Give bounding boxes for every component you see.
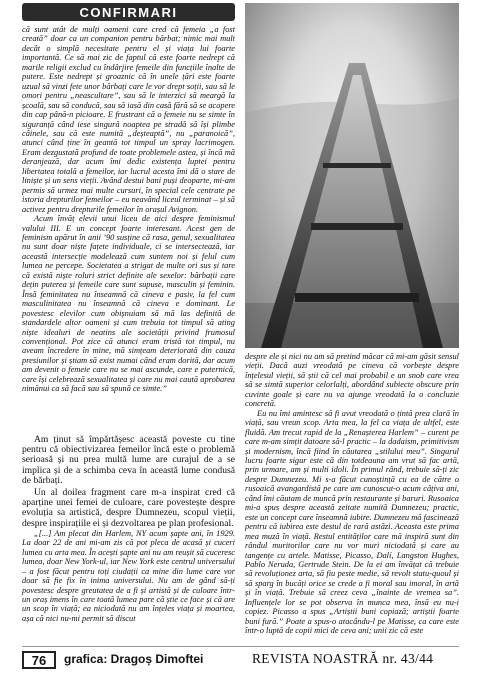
boat-in-mist-photo [245, 3, 459, 348]
article-column-left-bottom [22, 433, 235, 643]
article-column-left-top [22, 25, 235, 433]
quote-paragraph: Eu nu îmi amintesc să fi avut vreodată o țintă prea clară în viață, sau vreun scop. Arta mea, la fel ca viața de altfel, este fluidă. Am trecut rapid de la „Renașterea Harlem” – curent pe care m-am simțit datoare să-l practic – la dadaism, primitivism și modernism, încă fiind în căutarea „stilului meu”. Singurul lucru foarte sigur este că din totdeauna am vrut să fac artă, prin urmare, am și multi idoli. În primul rând, trebuie să-ți zic despre Dumnezeu. Mi s-a făcut cunoștință cu ea de către o rusoaică avangardistă pe care am cunoscut-o acum câțiva ani, când îmi căutam de muncă prin restaurante și baruri. Rusoaica mi-a spus despre această zeitate numită Dumnezeu; practic, este un concept care înseamnă iubire. Dumnezeu mă fascinează pentru că iubirea este destul de rară astăzi. Aceasta este prima mea muză în viață. Restul entităților care mă inspiră sunt din rândul muritorilor care nu vor muri niciodată și care au tangențe cu artele. Matisse, Picasso, Dalí, Langston Hughes, Pablo Neruda, Gertrude Stein. De la ei am învățat că trebuie să revoluționez arta, să fiu peste medie, să revolt statu-quoul și să sparg în bucăți orice se crede a fi moral sau imoral, în artă și în viață. Trebuie să creez ceva „înainte de vremea sa”. Influențele lor se pot observa în munca mea, însă eu nu-i copiez. Picasso a spus „Artiștii buni copiază; artiștii foarte buni fură.” Poate a spus-o atacându-l pe Matisse, ca care este într-o luptă de copii mici de ceva ani; unii zic că este [245, 408, 459, 636]
body-paragraph: Un al doilea fragment care m-a inspirat cred că aparține unei femei de culoare, care povestește despre evoluția sa artistică, despre Dumnezeu, scopul vieții, despre inspirațiile ei și dezvoltarea pe plan profesional. [22, 487, 235, 529]
section-title: CONFIRMARI [79, 4, 178, 20]
page-number: 76 [22, 651, 56, 669]
article-column-right [245, 352, 459, 643]
quote-paragraph: „[...] Am plecat din Harlem, NY acum șapte ani, în 1929. La doar 22 de ani mi-am zis că pot pleca de acasă și cuceri lumea cu arta mea. În acești șapte ani nu am reușit să cuceresc lumea, doar New York-ul, iar New York este centrul universului – a fost făcut pentru toți ciudații ca mine din lume care vor doar să fie fix în inima universului. Nu am de gând să-ți povestesc despre greutatea de a fi și artistă și de culoare într-un oraș imens în care toată lumea pare că știe ce face și că are un scop în viață; ea niciodată nu am înțeles viața și moartea, așa că nici nu-mi permit să discut [22, 528, 235, 623]
quote-paragraph: Acum învăț elevii unui liceu de aici despre feminismul valului III. E un concept foarte interesant. Acest gen de feminism apărut în anii ’90 susține că rasa, genul, sexualitatea nu sunt doar niște fațete individuale, ci se intersectează, iar această intersecție modelează cum suntem noi și felul cum lumea ne percepe. Societatea a strigat de multe ori sus și tare că există niște roluri strict definite ale sexelor: bărbații care dețin puterea și femeile care sunt supuse, masculin și feminin. Însă feminitatea nu înseamnă că cineva e pasiv, la fel cum masculinitatea nu înseamnă că cineva e dominant. Le povestesc elevilor cum obișnuiam să mă las definită de standardele altor oameni și cum trebuia tot timpul să ating niște idealuri de neatins ale societății privind frumosul convențional. Pot zice că atunci eram tristă tot timpul, nu aveam încredere în mine, mă simțeam deteriorată din cauza presiunilor și știam să exist numai când eram dorită, dar acum am devenit o femeie care nu se mai ascunde, care e puternică, care își celebrează sexualitatea și care nu mai caută aprobarea nimănui ca să facă sau să spună ce simte.” [22, 214, 235, 394]
quote-paragraph: despre ele și nici nu am să pretind măcar că mi-am găsit sensul vieții. Dacă auzi vreodată pe cineva că vorbește despre înțelesul vieții, să știi că cel mai probabil e un snob care vrea să se simtă superior celorlalți, abordând subiecte obscure prin cuvinte goale și care nu va ajunge vreodată la o concluzie concretă. [245, 352, 459, 409]
footer-divider [22, 646, 459, 647]
magazine-issue: REVISTA NOASTRĂ nr. 43/44 [252, 651, 434, 666]
boat-illustration [245, 3, 459, 348]
body-paragraph: Am ținut să împărtășesc această poveste cu tine pentru că obiectivizarea femeilor încă este o problemă serioasă și nu prea multă lume are curajul de a se implica și de a schimba ceva în această lume condusă de bărbați. [22, 434, 235, 486]
section-banner [22, 3, 235, 21]
quote-paragraph: că sunt atât de mulți oameni care cred că femeia „a fost creată” doar ca un companion pentru bărbat; nimic mai mult decât o simplă necesitate pentru el și viața lui foarte importantă. Ce să mai zic de faptul că este foarte nedrept că marile religii exclud cu îndârjire femeile din funcțiile înalte de putere. Este nedrept și groaznic că în unele țări este foarte uzual să vinzi fete unor bărbați care le vor drept soții, sau să le omori pentru „neascultare”, sau să le interzici să meargă la școală, sau să conducă, sau să iasă din casă fără să se acopere din cap până-n picioare. E frustrant că o femeie nu se simte în siguranță când iese singură noaptea pe stradă să își plimbe câinele, sau că este numită „deșteaptă”, nu „paranoică”, atunci când ține în geantă tot timpul un spray lacrimogen. Eram dezgustată profund de toate problemele astea, și încă mă deranjează, dar acum îmi dedic existența luptei pentru libertatea totală a femeilor, iar lucrul acesta îmi dă o stare de liniște și un sens vieții. Având destui bani puși deoparte, mi-am permis să urmez mai multe cursuri, în special cele centrate pe istoria drepturilor femeilor – eu neavând liceul terminat – și să activez pentru drepturile femeilor în orașul Avignon. [22, 25, 235, 214]
graphics-credit: grafica: Dragoș Dimoftei [64, 652, 204, 666]
